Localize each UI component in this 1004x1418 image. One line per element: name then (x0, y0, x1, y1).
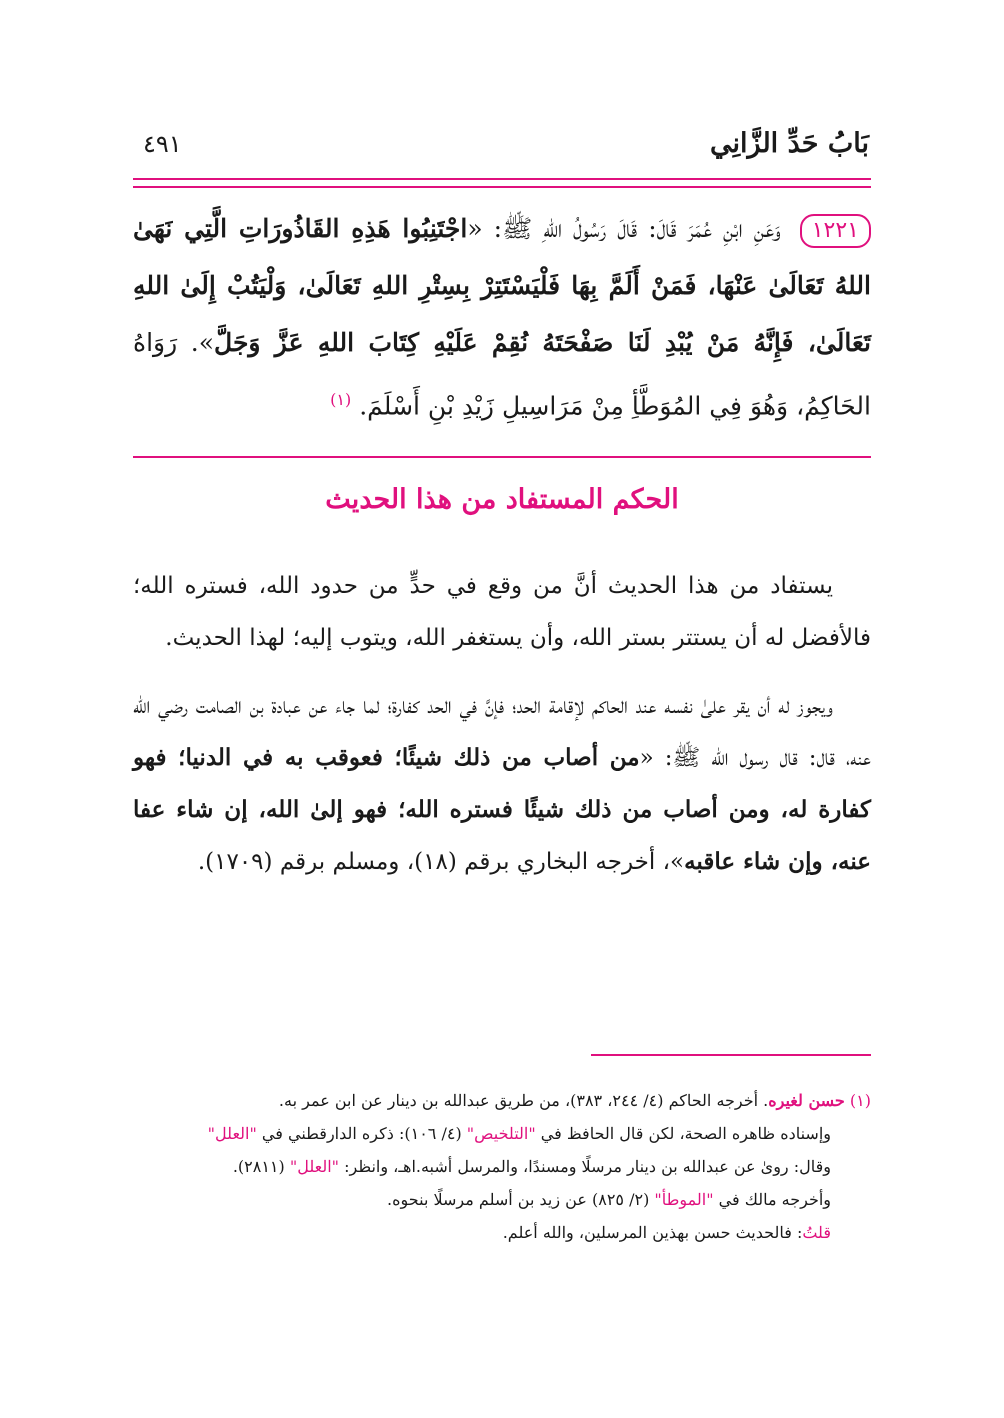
footnote-reference: (١) (330, 390, 352, 409)
book-title: "العلل" (289, 1157, 340, 1176)
hadith-outro: ». رَوَاهُ الحَاكِمُ، وَهُوَ فِي المُوَطَّأِ مِنْ مَرَاسِيلِ زَيْدِ بْنِ أَسْلَمَ. (133, 328, 871, 421)
footnote-text: (٢/ ٨٢٥) عن زيد بن أسلم مرسلًا بنحوه. (387, 1190, 655, 1209)
commentary (133, 560, 871, 904)
footnote-grade: حسن لغيره (768, 1091, 845, 1110)
author-remark-label: قلتُ (802, 1223, 831, 1242)
footnote-line-4 (133, 1183, 871, 1216)
footnote-text: وإسناده ظاهره الصحة، لكن قال الحافظ في (535, 1124, 831, 1143)
footnote-text: : فالحديث حسن بهذين المرسلين، والله أعلم. (502, 1223, 803, 1242)
header-double-rule (133, 178, 871, 188)
paragraph-2-quote: من أصاب من ذلك شيئًا؛ فعوقب به في الدنيا؛ فهو كفارة له، ومن أصاب من ذلك شيئًا فستره الله؛ فهو إلىٰ الله، إن شاء عفا عنه، وإن شاء عاقبه (133, 744, 871, 875)
book-title: "الموطأ" (654, 1190, 714, 1209)
footnote-text: (٤/ ١٠٦): ذكره الدارقطني في (256, 1124, 467, 1143)
page-header (135, 128, 869, 174)
paragraph-2 (133, 680, 871, 888)
hadith-matn: اجْتَنِبُوا هَذِهِ القَاذُورَاتِ الَّتِي نَهَىٰ اللهُ تَعَالَىٰ عَنْهَا، فَمَنْ أَلَمَّ بِهَا فَلْيَسْتَتِرْ بِسِتْرِ اللهِ تَعَالَىٰ، وَلْيَتُبْ إِلَىٰ اللهِ تَعَالَىٰ، فَإِنَّهُ مَنْ يُبْدِ لَنَا صَفْحَتَهُ نُقِمْ عَلَيْهِ كِتَابَ اللهِ عَزَّ وَجَلَّ (133, 214, 871, 357)
footnote-line-5 (133, 1216, 871, 1249)
footnote-number: (١) (849, 1091, 871, 1110)
hadith-block (133, 200, 871, 434)
footnote-text: (٢٨١١). (232, 1157, 290, 1176)
page-number: ٤٩١ (143, 130, 182, 158)
footnote-separator (591, 1054, 871, 1056)
paragraph-1: يستفاد من هذا الحديث أنَّ من وقع في حدٍّ من حدود الله، فستره الله؛ فالأفضل له أن يستتر بستر الله، وأن يستغفر الله، ويتوب إليه؛ لهذا الحديث. (133, 573, 871, 651)
footnote-line-3 (133, 1150, 871, 1183)
hadith-number-badge: ١٢٢١ (800, 214, 871, 248)
footnotes (133, 1084, 871, 1249)
footnote-text: وقال: رویٰ عن عبدالله بن دينار مرسلًا ومسندًا، والمرسل أشبه.اهـ، وانظر: (339, 1157, 831, 1176)
footnote-line-1-text: . أخرجه الحاكم (٤/ ٢٤٤، ٣٨٣)، من طريق عبدالله بن دينار عن ابن عمر به. (278, 1091, 769, 1110)
chapter-title: بَابُ حَدِّ الزَّانِي (710, 128, 869, 159)
paragraph-2-start: ويجوز له أن يقر علىٰ نفسه عند الحاكم لإقامة الحد؛ فإنَّ في الحد كفارة؛ لما جاء عن عبادة بن الصامت رضي الله عنه، قال: قال رسول الله ﷺ: « (133, 693, 871, 771)
footnote-line-2 (133, 1117, 871, 1150)
section-heading: الحكم المستفاد من هذا الحديث (325, 484, 679, 515)
footnote-text: وأخرجه مالك في (713, 1190, 831, 1209)
footnote-line-1 (133, 1084, 871, 1117)
book-title: "التلخيص" (466, 1124, 536, 1143)
hadith-intro: وَعَنِ ابْنِ عُمَرَ قَالَ: قَالَ رَسُولُ اللهِ ﷺ: « (467, 214, 781, 243)
paragraph-2-end: »، أخرجه البخاري برقم (١٨)، ومسلم برقم (١٧٠٩). (197, 849, 685, 875)
hadith-bottom-rule (133, 456, 871, 458)
book-title: "العلل" (207, 1124, 257, 1143)
